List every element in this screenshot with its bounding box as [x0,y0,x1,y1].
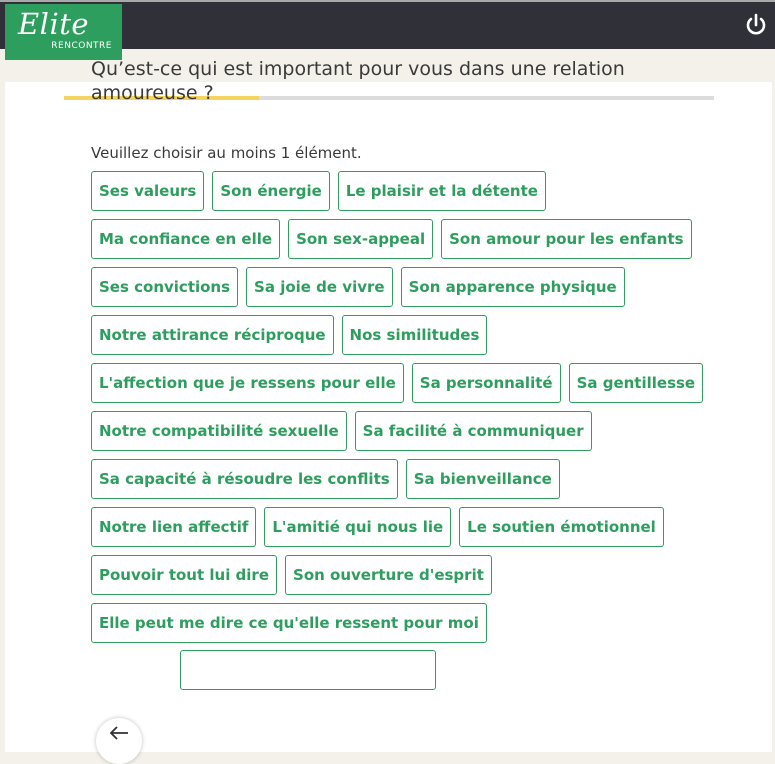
chip-row [91,267,731,307]
option-chip[interactable]: Son ouverture d'esprit [285,555,492,595]
option-chip[interactable]: Notre compatibilité sexuelle [91,411,347,451]
back-button[interactable] [96,718,142,764]
logo-subtext: RENCONTRE [51,41,112,51]
option-chip[interactable]: Son sex-appeal [288,219,433,259]
option-chip[interactable]: Son apparence physique [401,267,625,307]
top-bar-edge [0,0,775,2]
chip-row [91,363,731,403]
chip-row [91,171,731,211]
option-chip[interactable]: Sa bienveillance [406,459,560,499]
chip-row [91,555,731,595]
option-chip[interactable]: Sa capacité à résoudre les conflits [91,459,398,499]
chip-row [91,507,731,547]
question-text: Qu’est-ce qui est important pour vous dans une relation amoureuse ? [91,58,625,104]
option-chip[interactable]: Son énergie [212,171,329,211]
logo[interactable] [5,4,122,60]
option-chip[interactable]: Pouvoir tout lui dire [91,555,277,595]
power-icon[interactable] [743,12,769,38]
option-chip[interactable]: L'amitié qui nous lie [264,507,451,547]
option-chip[interactable]: Son amour pour les enfants [441,219,691,259]
option-chip[interactable]: Ses convictions [91,267,238,307]
option-chip[interactable]: Sa joie de vivre [246,267,393,307]
option-chip[interactable]: Elle peut me dire ce qu'elle ressent pour moi [91,603,487,643]
chip-row [91,411,731,451]
option-chips [91,171,731,651]
chip-row [91,219,731,259]
instruction-text: Veuillez choisir au moins 1 élément. [91,144,362,162]
option-chip[interactable]: Sa gentillesse [569,363,704,403]
option-chip-partial[interactable] [180,650,436,690]
chip-row [91,315,731,355]
option-chip[interactable]: L'affection que je ressens pour elle [91,363,404,403]
option-chip[interactable]: Ma confiance en elle [91,219,280,259]
option-chip[interactable]: Notre attirance réciproque [91,315,334,355]
chip-row [91,603,731,643]
option-chip[interactable]: Sa facilité à communiquer [355,411,592,451]
chip-row [91,459,731,499]
option-chip[interactable]: Sa personnalité [412,363,561,403]
option-chip[interactable]: Notre lien affectif [91,507,256,547]
option-chip[interactable]: Ses valeurs [91,171,204,211]
option-chip[interactable]: Nos similitudes [342,315,488,355]
logo-text: Elite [18,7,90,41]
option-chip[interactable]: Le soutien émotionnel [459,507,664,547]
option-chip[interactable]: Le plaisir et la détente [338,171,546,211]
